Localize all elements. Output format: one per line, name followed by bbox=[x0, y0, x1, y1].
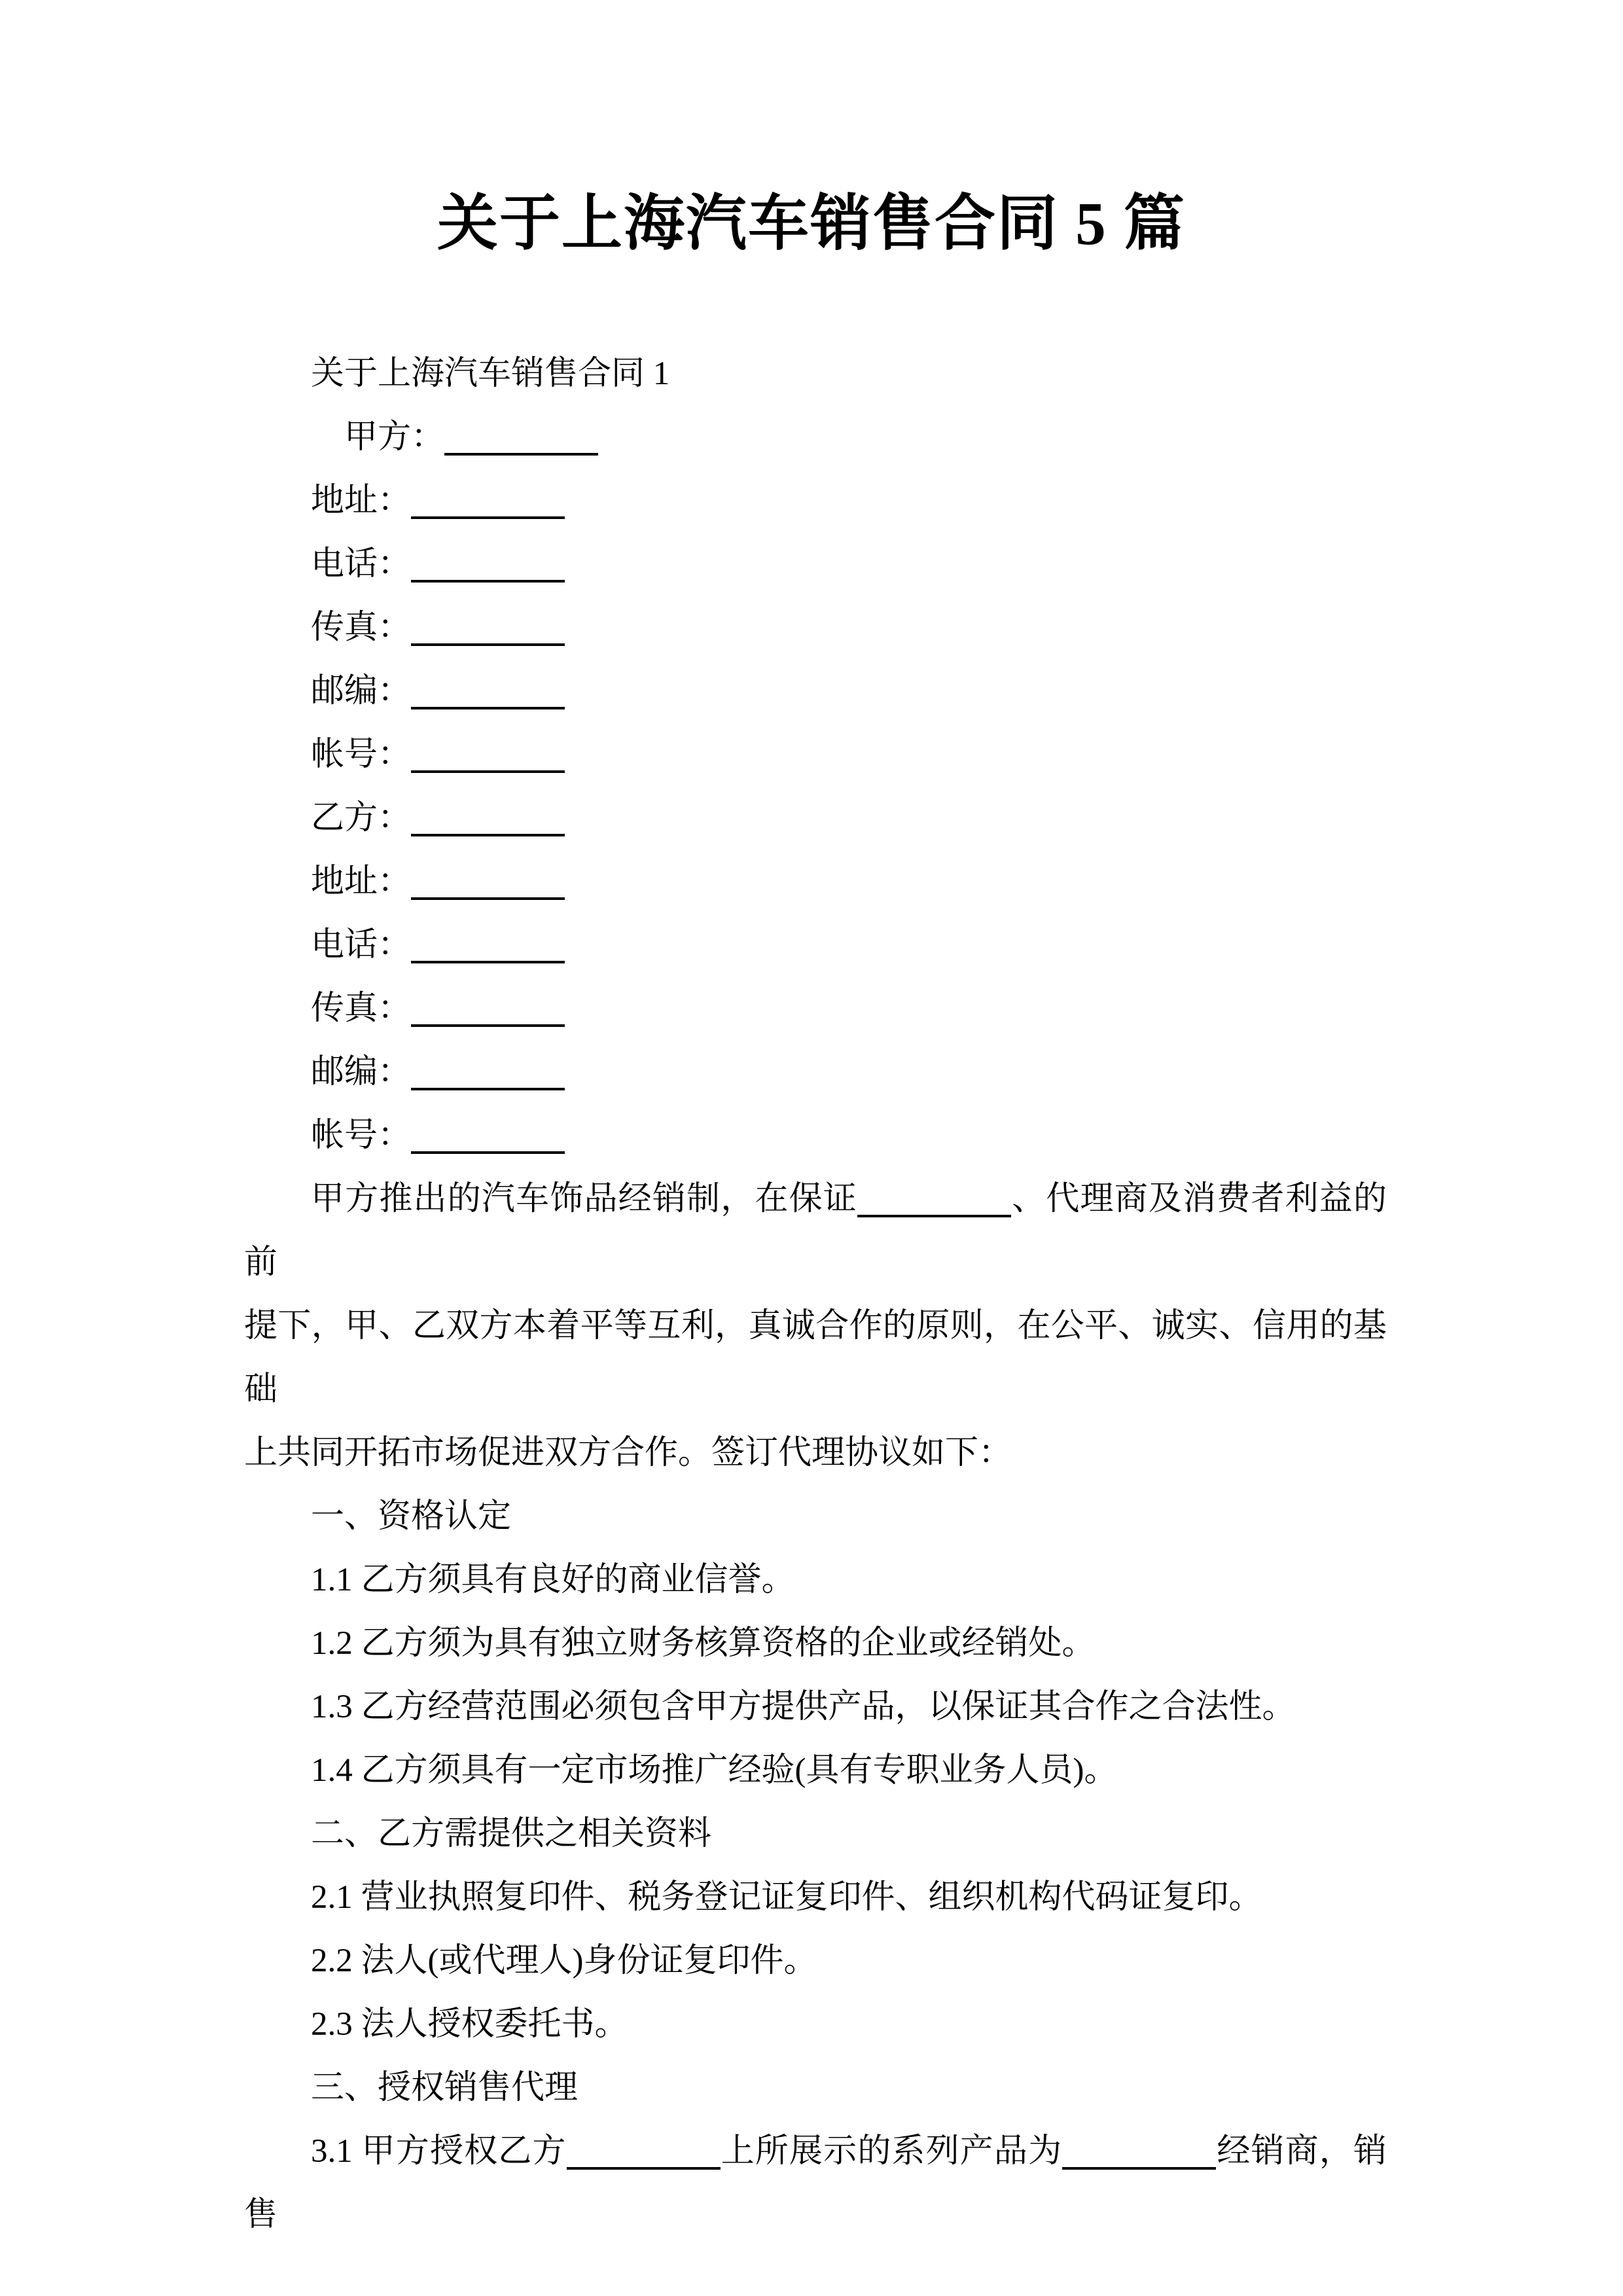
text-segment: 3.1 甲方授权乙方 bbox=[311, 2133, 567, 2170]
field-label: 电话： bbox=[311, 927, 412, 963]
party-field-line bbox=[244, 660, 1387, 723]
text-segment: 经销商，销售 bbox=[244, 2133, 1387, 2233]
clause-3-1-line bbox=[244, 2120, 1387, 2247]
blank-underline bbox=[411, 560, 565, 583]
blank-underline bbox=[411, 1132, 565, 1154]
field-label: 邮编： bbox=[311, 1054, 412, 1090]
field-label: 帐号： bbox=[311, 736, 412, 773]
intro-line bbox=[244, 1168, 1387, 1295]
party-field-line bbox=[244, 723, 1387, 787]
text-segment: 上所展示的系列产品为 bbox=[720, 2133, 1063, 2170]
clauses-block bbox=[244, 1485, 1387, 2120]
blank-underline bbox=[411, 941, 565, 963]
clause-line: 1.1 乙方须具有良好的商业信誉。 bbox=[311, 1562, 795, 1598]
blank-underline bbox=[444, 433, 598, 456]
party-field-line bbox=[244, 1104, 1387, 1168]
clause-line: 2.2 法人(或代理人)身份证复印件。 bbox=[311, 1943, 817, 1979]
blank-underline bbox=[567, 2147, 721, 2170]
clause-line: 1.2 乙方须为具有独立财务核算资格的企业或经销处。 bbox=[311, 1625, 1096, 1662]
blank-underline bbox=[411, 497, 565, 519]
clause-line: 三、授权销售代理 bbox=[311, 2070, 579, 2106]
blank-underline bbox=[857, 1195, 1011, 1217]
blank-underline bbox=[411, 1005, 565, 1027]
text-segment: 甲方推出的汽车饰品经销制，在保证 bbox=[311, 1181, 857, 1217]
clause-line: 2.1 营业执照复印件、税务登记证复印件、组织机构代码证复印。 bbox=[311, 1879, 1262, 1916]
clause-line: 一、资格认定 bbox=[311, 1498, 512, 1535]
field-label: 地址： bbox=[311, 482, 412, 519]
field-label: 帐号： bbox=[311, 1117, 412, 1154]
field-label: 邮编： bbox=[311, 673, 412, 709]
text-segment: 提下，甲、乙双方本着平等互利，真诚合作的原则，在公平、诚实、信用的基础 bbox=[244, 1308, 1387, 1408]
blank-underline bbox=[411, 624, 565, 646]
blank-underline bbox=[411, 814, 565, 836]
field-label: 传真： bbox=[311, 609, 412, 646]
field-label: 传真： bbox=[311, 990, 412, 1027]
document-body bbox=[244, 342, 1387, 2247]
field-label: 地址： bbox=[311, 863, 412, 900]
field-label: 乙方： bbox=[311, 800, 412, 836]
party-field-line bbox=[244, 787, 1387, 850]
blank-underline bbox=[411, 751, 565, 773]
party-field-line bbox=[244, 977, 1387, 1041]
party-field-line bbox=[244, 1041, 1387, 1104]
field-label: 甲方： bbox=[344, 419, 445, 456]
party-field-line bbox=[244, 850, 1387, 914]
clause-line: 1.4 乙方须具有一定市场推广经验(具有专职业务人员)。 bbox=[311, 1752, 1118, 1789]
document-subtitle: 关于上海汽车销售合同 1 bbox=[311, 355, 670, 392]
clause-line: 二、乙方需提供之相关资料 bbox=[311, 1816, 712, 1852]
blank-underline bbox=[411, 687, 565, 709]
intro-line bbox=[244, 1422, 1387, 1485]
party-field-line bbox=[244, 469, 1387, 533]
text-segment: 、代理商及消费者利益的前 bbox=[244, 1181, 1387, 1281]
party-fields-block bbox=[244, 406, 1387, 1168]
clause-line: 1.3 乙方经营范围必须包含甲方提供产品，以保证其合作之合法性。 bbox=[311, 1689, 1296, 1725]
blank-underline bbox=[411, 1068, 565, 1090]
party-field-line bbox=[244, 533, 1387, 596]
clause-line: 2.3 法人授权委托书。 bbox=[311, 2006, 628, 2043]
intro-line bbox=[244, 1295, 1387, 1422]
party-field-line bbox=[244, 596, 1387, 660]
party-field-line bbox=[244, 406, 1387, 469]
intro-paragraph bbox=[244, 1168, 1387, 1485]
clause-3-1-block bbox=[244, 2120, 1387, 2247]
field-label: 电话： bbox=[311, 546, 412, 583]
document-title: 关于上海汽车销售合同 5 篇 bbox=[437, 190, 1186, 258]
blank-underline bbox=[411, 878, 565, 900]
text-segment: 上共同开拓市场促进双方合作。签订代理协议如下： bbox=[244, 1435, 1012, 1471]
blank-underline bbox=[1062, 2147, 1216, 2170]
party-field-line bbox=[244, 914, 1387, 977]
